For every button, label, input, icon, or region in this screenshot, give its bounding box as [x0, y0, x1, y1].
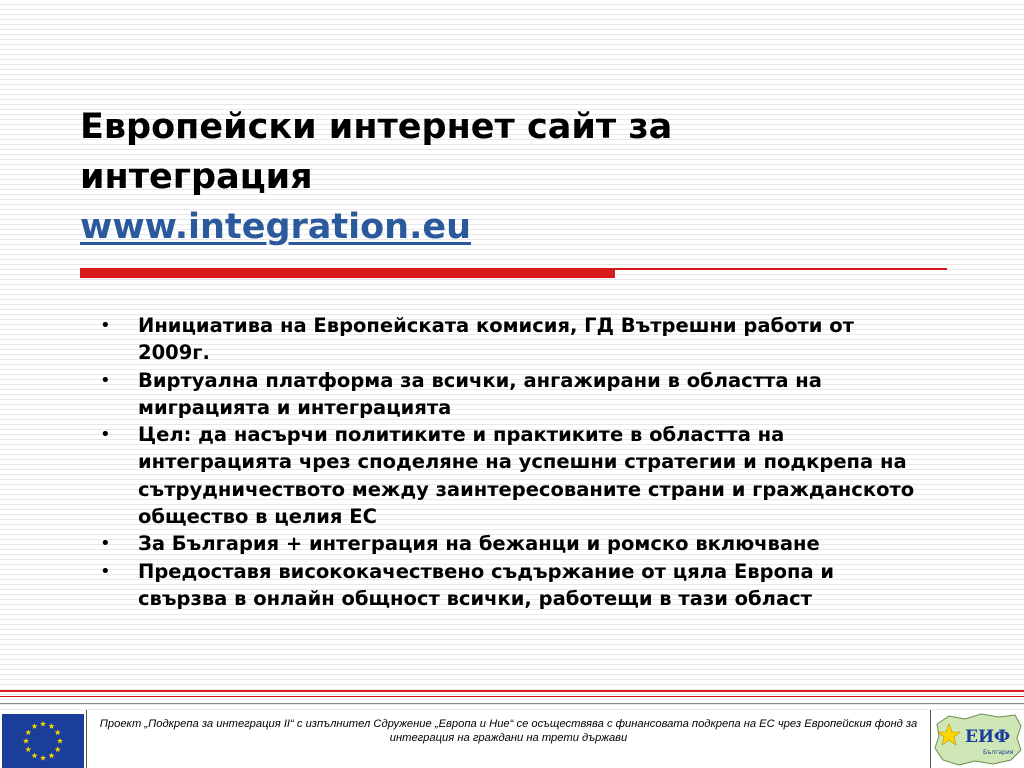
eif-logo-panel: [931, 710, 1024, 768]
eu-star-icon: [40, 721, 46, 727]
footer-panel: [87, 710, 931, 768]
bullet-text: Предоставя висококачествено съдържание от цяла Европа и свързва в онлайн общност всички, работещи в тази област: [138, 559, 835, 610]
eu-stars-ring: [2, 714, 84, 768]
bullet-item: [98, 421, 918, 530]
title-line-1: Европейски интернет сайт за: [80, 107, 673, 147]
bullet-item: [98, 367, 918, 422]
eu-star-icon: [48, 753, 54, 759]
eu-star-icon: [31, 753, 37, 759]
bullet-icon: •: [100, 424, 111, 446]
eu-star-icon: [25, 729, 31, 735]
eu-star-icon: [55, 729, 61, 735]
bullet-icon: •: [100, 560, 111, 582]
bullet-list: [98, 312, 918, 612]
bullet-icon: •: [100, 369, 111, 391]
footer-text: Проект „Подкрепа за интеграция II“ с изпълнител Сдружение „Европа и Ние“ се осъществява с финансовата подкрепа на ЕС чрез Европейския фонд за интеграция на граждани на трети държави: [99, 718, 918, 744]
slide-title: [80, 102, 860, 252]
bullet-icon: •: [100, 315, 111, 336]
eif-logo-text: ЕИФ: [965, 727, 1011, 747]
title-divider-thick: [80, 268, 615, 278]
eif-logo-icon: [931, 710, 1024, 768]
eu-star-icon: [48, 723, 54, 729]
eu-star-icon: [55, 746, 61, 752]
eu-star-icon: [25, 746, 31, 752]
eu-flag-panel: [0, 710, 87, 768]
eu-star-icon: [31, 723, 37, 729]
title-line-2: интеграция: [80, 157, 313, 197]
bullet-text: Инициатива на Европейската комисия, ГД Вътрешни работи от 2009г.: [138, 314, 854, 365]
eu-star-icon: [57, 738, 63, 744]
footer-divider-2: [0, 696, 1024, 697]
website-link[interactable]: www.integration.eu: [80, 207, 472, 247]
title-divider-thin: [615, 268, 947, 270]
eu-star-icon: [23, 738, 29, 744]
bullet-item: [98, 312, 918, 367]
eif-logo-subtext: България: [983, 749, 1014, 756]
bullet-text: Цел: да насърчи политиките и практиките в областта на интеграцията чрез споделяне на успешни стратегии и подкрепа на сътрудничеството между заинтересованите страни и гражданското общество в целия ЕС: [138, 423, 915, 529]
bullet-icon: •: [100, 533, 111, 555]
bullet-text: За България + интеграция на бежанци и ромско включване: [138, 532, 820, 556]
eu-star-icon: [40, 755, 46, 761]
footer-divider-3: [0, 703, 1024, 704]
bullet-item: [98, 530, 918, 557]
eu-flag-icon: [2, 714, 84, 768]
bullet-text: Виртуална платформа за всички, ангажирани в областта на миграцията и интеграцията: [138, 368, 822, 419]
footer-divider-1: [0, 690, 1024, 692]
bullet-item: [98, 558, 918, 613]
